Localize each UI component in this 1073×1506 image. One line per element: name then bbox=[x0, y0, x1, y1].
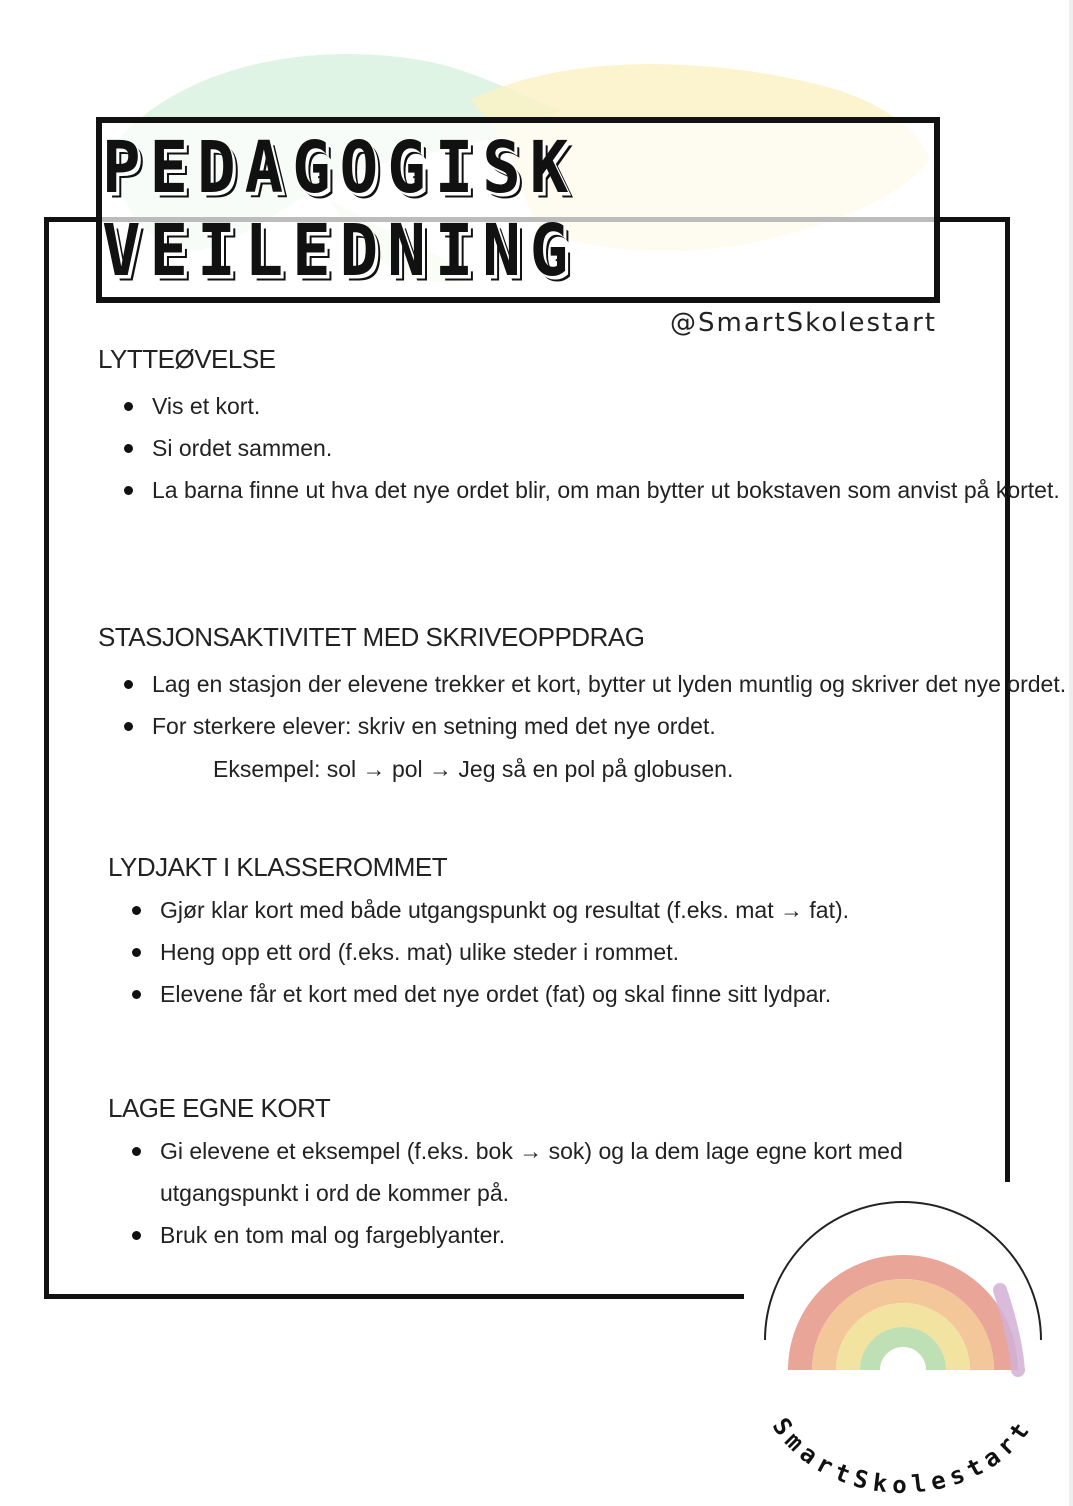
section-title-lage-egne-kort: LAGE EGNE KORT bbox=[108, 1093, 331, 1123]
page-title: PEDAGOGISK VEILEDNING bbox=[102, 127, 578, 293]
list-item: Vis et kort. bbox=[124, 385, 1060, 427]
lydjakt-list bbox=[132, 889, 849, 1015]
list-item: Bruk en tom mal og fargeblyanter. bbox=[132, 1214, 992, 1256]
stasjonsaktivitet-list bbox=[124, 663, 1066, 747]
logo-text: SmartSkolestart bbox=[766, 1412, 1039, 1499]
section-title-stasjonsaktivitet: STASJONSAKTIVITET MED SKRIVEOPPDRAG bbox=[98, 622, 645, 652]
social-handle: @SmartSkolestart bbox=[670, 308, 937, 338]
section-title-lydjakt: LYDJAKT I KLASSEROMMET bbox=[108, 852, 448, 882]
title-box bbox=[96, 117, 940, 303]
section-title-lytteovelse: LYTTEØVELSE bbox=[98, 344, 276, 374]
lytteovelse-list bbox=[124, 385, 1060, 511]
rainbow-band-green bbox=[870, 1337, 936, 1370]
list-item: Si ordet sammen. bbox=[124, 427, 1060, 469]
smartskolestart-logo bbox=[742, 1182, 1073, 1506]
list-item: La barna finne ut hva det nye ordet blir, om man bytter ut bokstaven som anvist på kortet. bbox=[124, 469, 1060, 511]
list-item: Gi elevene et eksempel (f.eks. bok → sok) og la dem lage egne kort med utgangspunkt i ord de kommer på. bbox=[132, 1130, 992, 1214]
list-item: For sterkere elever: skriv en setning med det nye ordet. bbox=[124, 705, 1066, 747]
list-item: Lag en stasjon der elevene trekker et kort, bytter ut lyden muntlig og skriver det nye ordet. bbox=[124, 663, 1066, 705]
example-text: Eksempel: sol → pol → Jeg så en pol på globusen. bbox=[213, 756, 734, 782]
list-item: Heng opp ett ord (f.eks. mat) ulike steder i rommet. bbox=[132, 931, 849, 973]
list-item: Gjør klar kort med både utgangspunkt og resultat (f.eks. mat → fat). bbox=[132, 889, 849, 931]
frame-bottom-edge bbox=[44, 1294, 744, 1299]
svg-text:SmartSkolestart bbox=[767, 1413, 1038, 1499]
list-item: Elevene får et kort med det nye ordet (fat) og skal finne sitt lydpar. bbox=[132, 973, 849, 1015]
